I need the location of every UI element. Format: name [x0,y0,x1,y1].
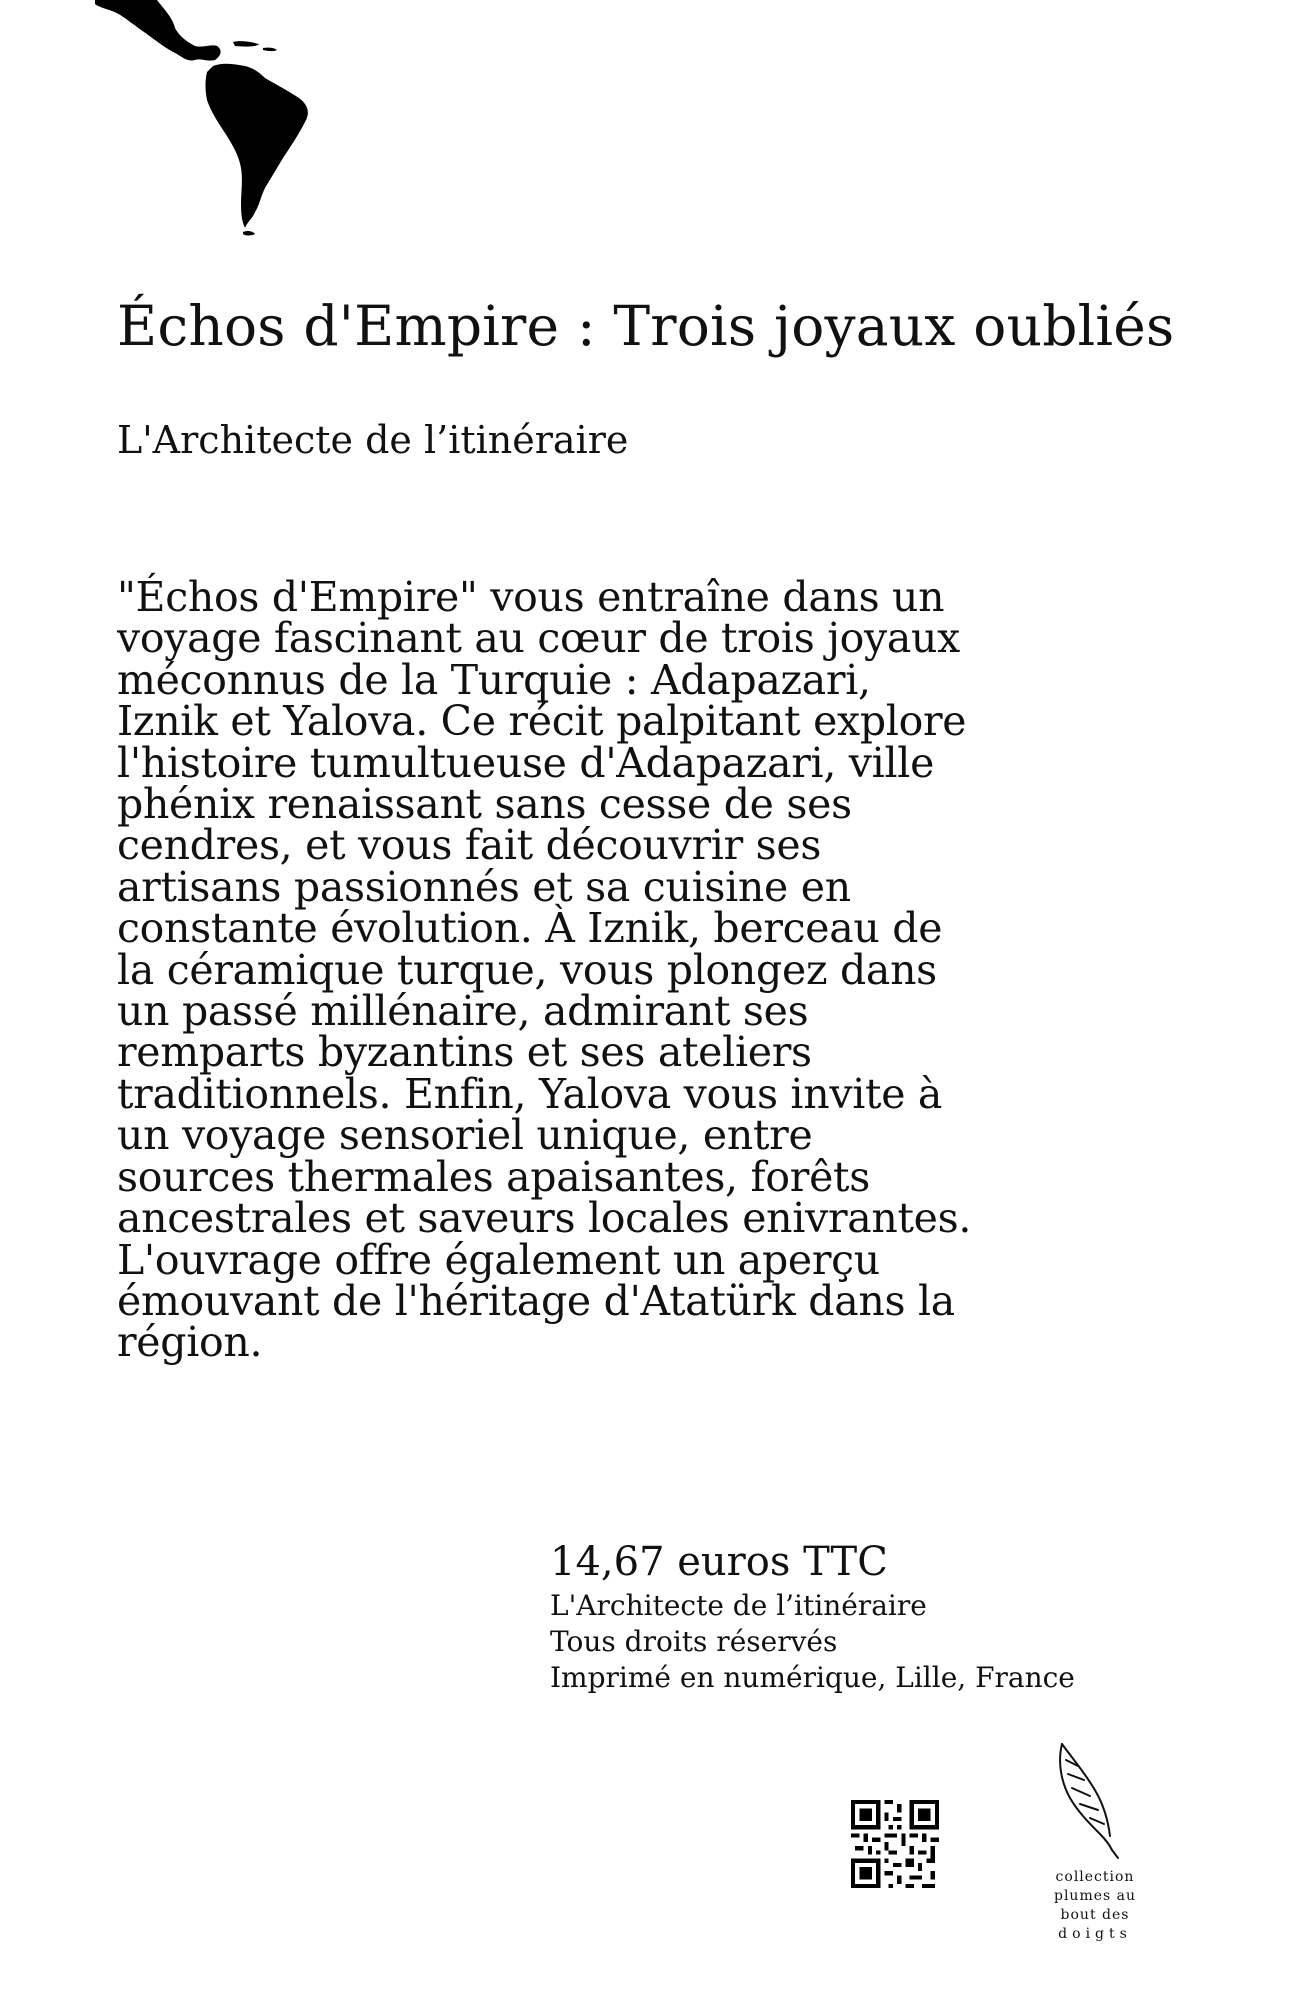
book-blurb: "Échos d'Empire" vous entraîne dans un voyage fascinant au cœur de trois joyaux méconnus de la Turquie : Adapazari, Iznik et Yalova. Ce récit palpitant explore l'histoire tumultueuse d'Adapazari, ville phénix renaissant sans cesse de ses cendres, et vous fait découvrir ses artisans passionnés et sa cuisine en constante évolution. À Iznik, berceau de la céramique turque, vous plongez dans un passé millénaire, admirant ses remparts byzantins et ses ateliers traditionnels. Enfin, Yalova vous invite à un voyage sensoriel unique, entre sources thermales apaisantes, forêts ancestrales et saveurs locales enivrantes. L'ouvrage offre également un aperçu émouvant de l'héritage d'Atatürk dans la région. [117,573,972,1367]
collection-line-2: plumes au [1053,1888,1136,1904]
americas-map-icon [95,0,315,240]
imprint-block [550,1538,1110,1696]
price: 14,67 euros TTC [550,1539,888,1585]
collection-line-1: collection [1055,1869,1135,1885]
qr-code-icon [851,1800,939,1888]
collection-line-3: bout des [1060,1907,1130,1923]
imprint-author: L'Architecte de l’itinéraire [550,1589,927,1622]
collection-label [1040,1868,1150,1944]
quill-feather-icon [1052,1740,1132,1860]
imprint-rights: Tous droits réservés [550,1625,838,1658]
collection-line-4: doigts [1058,1926,1132,1942]
book-title: Échos d'Empire : Trois joyaux oubliés [117,294,1175,358]
book-author: L'Architecte de l’itinéraire [117,418,629,462]
imprint-printed: Imprimé en numérique, Lille, France [550,1661,1075,1694]
